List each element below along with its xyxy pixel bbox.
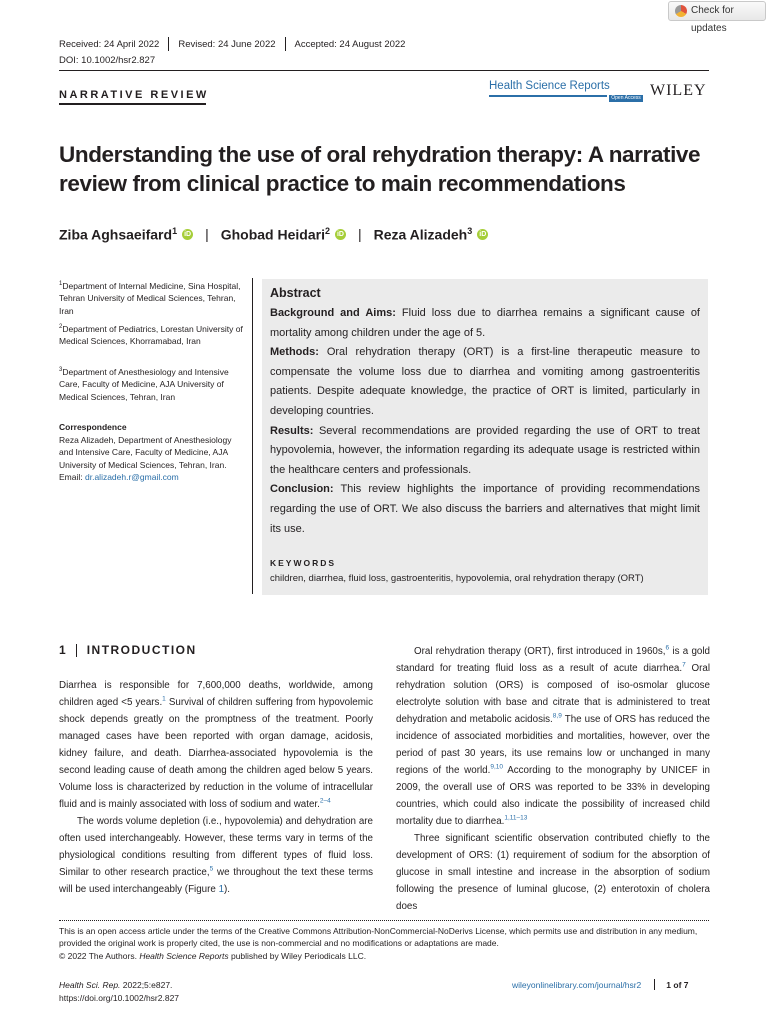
author-name[interactable]: Ziba Aghsaeifard$^1$	[59, 226, 178, 243]
license-divider	[59, 920, 709, 921]
journal-site-link[interactable]: wileyonlinelibrary.com/journal/hsr2	[512, 979, 642, 990]
affiliation: $^3$Department of Anesthesiology and Intensive Care, Faculty of Medicine, AJA University of Medical Sciences, Tehran, Iran	[59, 366, 229, 402]
paragraph: The words volume depletion (i.e., hypovolemia) and dehydration are often used interchangeably. However, these terms vary in terms of the physiological conditions resulting from different types of fluid loss. Similar to other research practice,$^5$ we throughout the text these terms will be used interchangeably (Figure 1).	[59, 816, 374, 895]
author-list	[59, 226, 488, 243]
author-separator: |	[205, 226, 209, 243]
journal-name[interactable]: Health Science Reports	[489, 80, 610, 92]
revised-date: Revised: 24 June 2022	[178, 38, 276, 50]
orcid-icon[interactable]: iD	[479, 230, 487, 238]
open-access-badge: Open Access	[609, 95, 643, 102]
section-heading	[59, 643, 197, 657]
divider	[654, 979, 655, 990]
divider	[168, 37, 169, 51]
affiliation: $^1$Department of Internal Medicine, Sina Hospital, Tehran University of Medical Sciences, Tehran, Iran	[59, 280, 241, 316]
license-text: This is an open access article under the terms of the Creative Commons Attribution-NonCommercial-NoDerivs License, which permits use and distribution in any medium, provided the original work is properly cited, the use is non-commercial and no modifications or adaptations are made.	[59, 926, 698, 949]
citation-link[interactable]: 5	[209, 865, 214, 873]
citation-link[interactable]: 8,9	[552, 712, 562, 720]
doi-link[interactable]: https://doi.org/10.1002/hsr2.827	[59, 993, 180, 1003]
copyright-line: © 2022 The Authors. Health Science Reports published by Wiley Periodicals LLC.	[59, 950, 367, 961]
orcid-icon[interactable]: iD	[184, 230, 192, 238]
abstract-body: Background and Aims: Fluid loss due to diarrhea remains a significant cause of mortality among children under the age of 5. Methods: Oral rehydration therapy (ORT) is a first-line therapeutic measure to compensate the volume loss due to diarrhea and vomiting among gastroenteritis patients. Despite adequate knowledge, the practice of ORT is limited, particularly in developing countries. Results: Several recommendations are provided regarding the use of ORT to treat hypovolemia, however, the information regarding its adequate usage is restricted within the healthcare centers and professionals. Conclusion: This review highlights the importance of providing recommendations regarding the use of ORT. We also discuss the barriers and alternatives that might limit its use.	[270, 307, 701, 535]
orcid-icon[interactable]: iD	[336, 230, 344, 238]
keywords-list: children, diarrhea, fluid loss, gastroenteritis, hypovolemia, oral rehydration therapy (ORT)	[270, 573, 644, 584]
citation-link[interactable]: 1	[162, 695, 166, 703]
article-title: Understanding the use of oral rehydration therapy: A narrative review from clinical practice to main recommendations	[59, 142, 701, 196]
crossmark-icon	[675, 5, 687, 17]
journal-rule	[489, 95, 607, 97]
figure-link[interactable]: 1	[218, 884, 225, 895]
correspondence-text: Reza Alizadeh, Department of Anesthesiology and Intensive Care, Faculty of Medicine, AJA University of Medical Sciences, Tehran, Iran.	[59, 434, 232, 470]
divider	[76, 644, 77, 657]
paragraph: Three significant scientific observation contributed chiefly to the development of ORS: (1) requirement of sodium for the absorption of glucose in small intestine and increase in the absorption of sodium following the presence of luminal glucose, (2) enterotoxin of cholera does	[396, 833, 710, 912]
article-dates	[59, 37, 405, 51]
accepted-date: Accepted: 24 August 2022	[294, 38, 406, 50]
section-title: INTRODUCTION	[86, 643, 197, 657]
affiliation: $^2$Department of Pediatrics, Lorestan University of Medical Sciences, Khorramabad, Iran	[59, 323, 243, 347]
citation-link[interactable]: 6	[665, 644, 670, 652]
body-column-right	[396, 643, 710, 915]
correspondence-heading: Correspondence	[59, 422, 127, 432]
paragraph: Diarrhea is responsible for 7,600,000 deaths, worldwide, among children aged <5 years.$^1$ Survival of children suffering from hypovolemic shock depends greatly on the promptness of the treatment. Poorly managed cases have been reported with organ damage, acidosis, kidney failure, and death. Diarrhea-associated hypovolemia is the second leading cause of death among the children aged below 5 years. Volume loss is characterized by reduction in the volume of intracellular fluid and is mainly associated with loss of sodium and water.$^{2-4}$	[59, 680, 373, 810]
abstract-heading: Abstract	[270, 286, 321, 300]
license-notice	[59, 925, 719, 962]
author-name[interactable]: Ghobad Heidari$^2$	[220, 226, 330, 243]
author-name[interactable]: Reza Alizadeh$^3$	[373, 226, 473, 243]
column-divider	[252, 278, 253, 594]
email-link[interactable]: dr.alizadeh.r@gmail.com	[85, 472, 179, 482]
section-number: 1	[59, 643, 66, 657]
divider	[285, 37, 286, 51]
citation-link[interactable]: 9,10	[490, 763, 503, 771]
received-date: Received: 24 April 2022	[59, 38, 160, 50]
author-separator: |	[357, 226, 362, 243]
email-label: Email:	[59, 472, 83, 482]
check-for-updates-button[interactable]	[668, 1, 766, 34]
section-underline	[59, 103, 206, 105]
footer-citation: Health Sci. Rep. 2022;5:e827. https://doi.org/10.1002/hsr2.827	[59, 980, 180, 1003]
footer-right	[512, 979, 689, 990]
correspondence	[59, 421, 244, 484]
section-label: NARRATIVE REVIEW	[59, 89, 209, 101]
body-column-left	[59, 677, 373, 898]
keywords-heading: KEYWORDS	[270, 558, 337, 568]
check-for-updates-label: Check for updates	[691, 5, 734, 34]
paragraph: Oral rehydration therapy (ORT), first introduced in 1960s,$^6$ is a gold standard for treating fluid loss as a result of acute diarrhea.$^7$ Oral rehydration solution (ORS) is composed of iso-osmolar glucose electrolyte solution with base and citrate that is administered to treat dehydration and metabolic acidosis.$^{8,9}$ The use of ORS has reduced the incidence of associated morbidities and mortalities, however, over the period of past 30 years, its use remains low or unchanged in many regions of the world.$^{9,10}$ According to the monography by UNICEF in 2009, the overall use of ORS was reported to be 33% in developing countries, which could also indicate the possibility of increased child mortality due to diarrhea.$^{1,11-13}$	[396, 644, 710, 827]
citation-link[interactable]: 7	[682, 661, 686, 669]
citation-link[interactable]: 1,11–13	[504, 814, 528, 822]
page-number: 1 of 7	[666, 979, 689, 990]
header-rule	[59, 70, 709, 71]
doi: DOI: 10.1002/hsr2.827	[59, 55, 156, 66]
citation-link[interactable]: 2–4	[319, 797, 331, 805]
publisher-logo: WILEY	[650, 82, 707, 99]
